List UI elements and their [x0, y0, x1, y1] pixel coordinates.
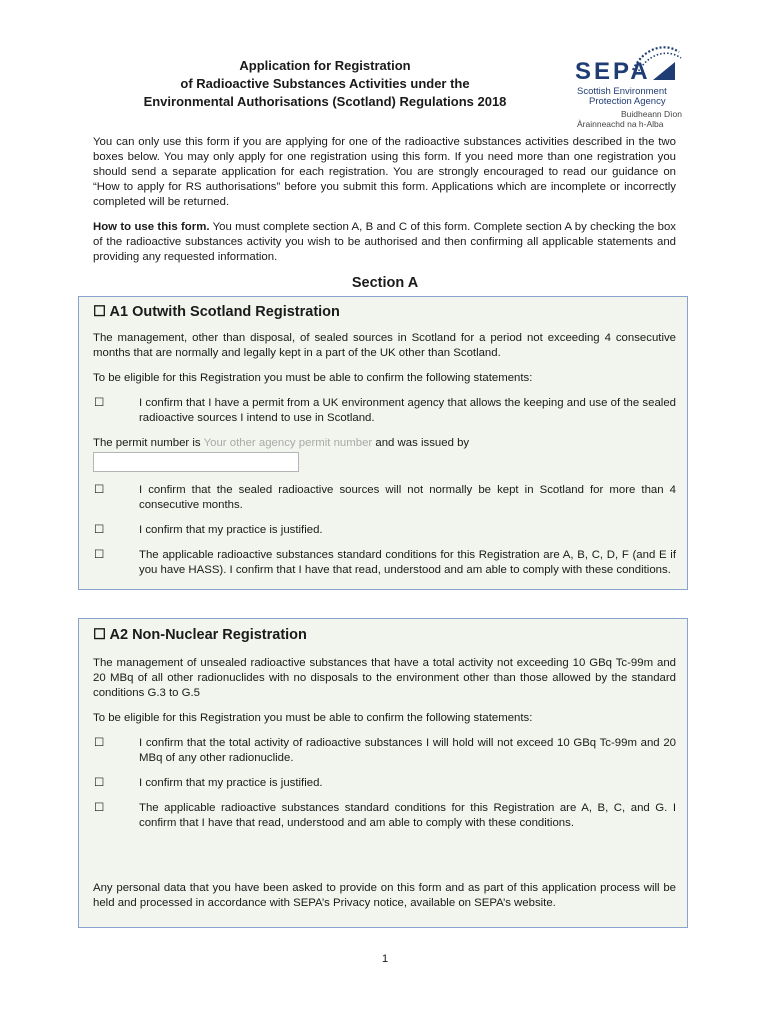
a1-eligibility: To be eligible for this Registration you must be able to confirm the following statements:: [93, 372, 533, 384]
form-title: [95, 57, 555, 111]
logo-subtitle-2: Protection Agency: [589, 96, 666, 107]
logo-gaelic-1: Buidheann Dìon: [621, 109, 682, 119]
logo-gaelic-2: Àrainneachd na h-Alba: [577, 119, 664, 129]
a1-statement2-checkbox[interactable]: ☐: [94, 484, 105, 496]
how-to-label: How to use this form.: [93, 221, 210, 233]
a1-statement1: I confirm that I have a permit from a UK environment agency that allows the keeping and use of the sealed radioactive sources I intend to use in Scotland.: [139, 397, 676, 424]
how-to-text: You must complete section A, B and C of this form. Complete section A by checking the box of the radioactive substances activity you wish to be authorised and then confirming all applicable statements and providing any requested information.: [93, 221, 676, 263]
sepa-logo: [575, 40, 685, 130]
a1-statement3-checkbox[interactable]: ☐: [94, 524, 105, 536]
how-to-paragraph: [93, 220, 676, 265]
a1-statement4-checkbox[interactable]: ☐: [94, 549, 105, 561]
title-line-1: Application for Registration: [239, 58, 411, 73]
privacy-notice: Any personal data that you have been asked to provide on this form and as part of this application process will be held and processed in accordance with SEPA’s Privacy notice, available on SEPA’s website.: [93, 882, 676, 909]
a1-heading: [93, 304, 340, 320]
logo-subtitle-1: Scottish Environment: [577, 86, 667, 97]
a1-statement3: I confirm that my practice is justified.: [139, 524, 323, 536]
a2-statement3-checkbox[interactable]: ☐: [94, 802, 105, 814]
a1-statement4: The applicable radioactive substances standard conditions for this Registration are A, B, C, D, F (and E if you have HASS). I confirm that I have that read, understood and am able to comply with these conditions.: [139, 549, 676, 576]
a2-statement3: The applicable radioactive substances standard conditions for this Registration are A, B, C, and G. I confirm that I have that read, understood and am able to comply with these conditions.: [139, 802, 676, 829]
a1-statement2: I confirm that the sealed radioactive sources will not normally be kept in Scotland for more than 4 consecutive months.: [139, 484, 676, 511]
permit-prefix: The permit number is: [93, 437, 204, 449]
logo-wordmark: SEPA: [575, 58, 651, 85]
title-line-2: of Radioactive Substances Activities under the: [180, 76, 470, 91]
a2-statement2-checkbox[interactable]: ☐: [94, 777, 105, 789]
a1-box: [78, 296, 688, 590]
a1-checkbox[interactable]: ☐: [93, 304, 106, 320]
a1-description: The management, other than disposal, of sealed sources in Scotland for a period not exceeding 4 consecutive months that are normally and legally kept in a part of the UK other than Scotland.: [93, 332, 676, 359]
a2-checkbox[interactable]: ☐: [93, 627, 106, 643]
a1-statement1-checkbox[interactable]: ☐: [94, 397, 105, 409]
a2-statement2: I confirm that my practice is justified.: [139, 777, 323, 789]
a2-statement1: I confirm that the total activity of radioactive substances I will hold will not exceed 10 GBq Tc-99m and 20 MBq of any other radionuclide.: [139, 737, 676, 764]
title-line-3: Environmental Authorisations (Scotland) Regulations 2018: [143, 94, 507, 109]
a1-heading-text: A1 Outwith Scotland Registration: [109, 304, 340, 320]
a2-heading-text: A2 Non-Nuclear Registration: [109, 627, 307, 643]
issued-by-field[interactable]: [93, 452, 299, 472]
permit-number-input[interactable]: Your other agency permit number: [203, 437, 373, 449]
permit-suffix: and was issued by: [372, 437, 470, 449]
intro-paragraph: You can only use this form if you are applying for one of the radioactive substances activities described in the two boxes below. You may only apply for one registration using this form. If you need more than one registration you should send a separate application for each registration. You are strongly encouraged to read our guidance on “How to apply for RS authorisations” before you submit this form. Applications which are incomplete or incorrectly completed will be returned.: [93, 136, 676, 208]
a2-statement1-checkbox[interactable]: ☐: [94, 737, 105, 749]
a2-heading: [93, 627, 307, 643]
section-a-heading: Section A: [351, 275, 419, 291]
a2-box: [78, 618, 688, 928]
a2-description: The management of unsealed radioactive substances that have a total activity not exceeding 10 GBq Tc-99m and 20 MBq of all other radionuclides with no disposals to the environment other than those allowed by the standard conditions G.3 to G.5: [93, 657, 676, 699]
a2-eligibility: To be eligible for this Registration you must be able to confirm the following statements:: [93, 712, 533, 724]
page-number: 1: [381, 953, 389, 965]
a1-permit-line: [93, 436, 676, 451]
